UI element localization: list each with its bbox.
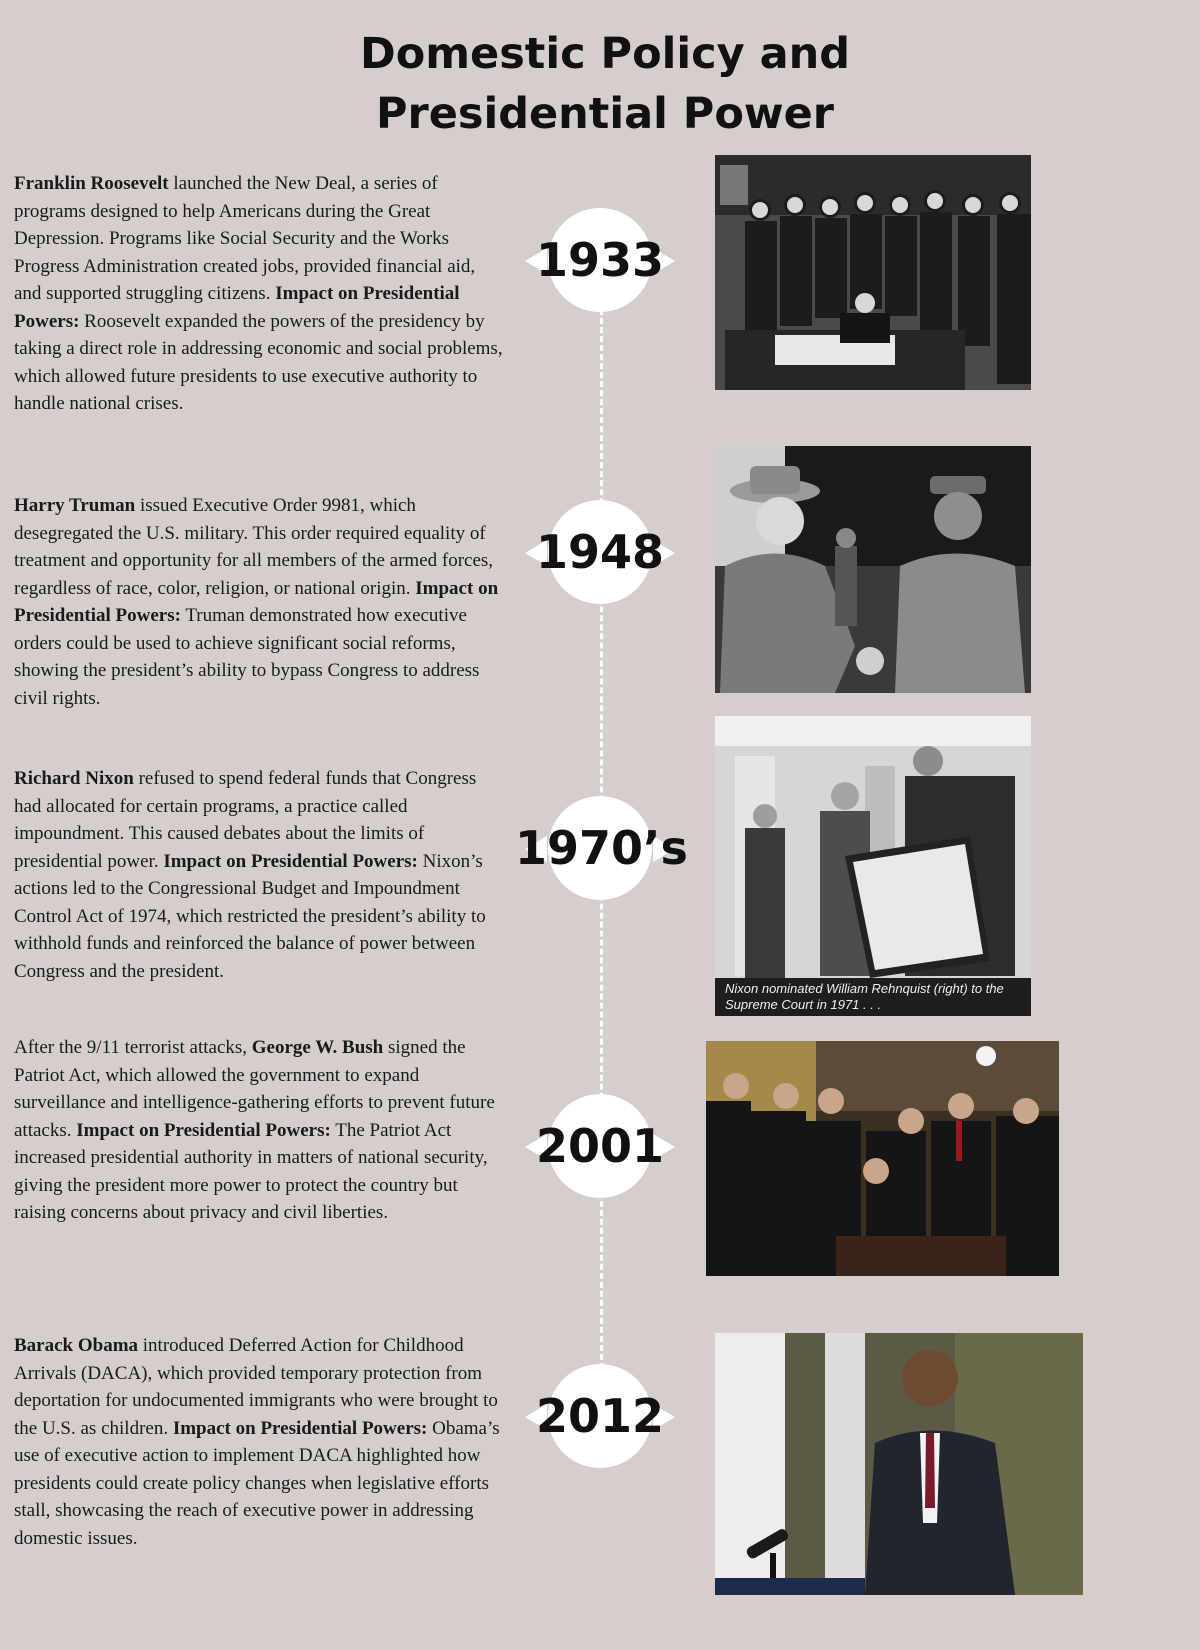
year-label: 1970’s xyxy=(515,821,688,875)
event-text-2001: After the 9/11 terrorist attacks, George W. Bush signed the Patriot Act, which allowed the government to expand surveillance and intelligence-gathering efforts to prevent future attacks. Impact on Presidential Powers: The Patriot Act increased presidential authority in matters of national security, giving the president more power to protect the country but raising concerns about privacy and civil liberties. xyxy=(14,1037,495,1223)
year-label: 1933 xyxy=(535,233,665,287)
year-label: 2012 xyxy=(535,1389,665,1443)
year-label: 1948 xyxy=(535,525,665,579)
photo-caption: Nixon nominated William Rehnquist (right) to the Supreme Court in 1971 . . . xyxy=(715,978,1031,1016)
year-marker-1933 xyxy=(525,208,675,312)
title-line-2: Presidential Power xyxy=(376,89,834,139)
year-marker-2012 xyxy=(525,1364,675,1468)
photo-nixon-rehnquist xyxy=(715,716,1031,1016)
title-line-1: Domestic Policy and xyxy=(360,29,850,79)
photo-roosevelt-signing xyxy=(715,155,1031,390)
event-text-1948: Harry Truman issued Executive Order 9981, which desegregated the U.S. military. This order required equality of treatment and opportunity for all members of the armed forces, regardless of race, color, religion, or national origin. Impact on Presidential Powers: Truman demonstrated how executive orders could be used to achieve significant social reforms, showing the president’s ability to bypass Congress to address civil rights. xyxy=(14,495,499,709)
event-text-1933: Franklin Roosevelt launched the New Deal, a series of programs designed to help Americans during the Great Depression. Programs like Social Security and the Works Progress Administration created jobs, provided financial aid, and supported struggling citizens. Impact on Presidential Powers: Roosevelt expanded the powers of the presidency by taking a direct role in addressing economic and social problems, which allowed future presidents to use executive authority to handle national crises. xyxy=(14,173,503,414)
photo-bush-patriot-act xyxy=(706,1041,1059,1276)
event-text-2012: Barack Obama introduced Deferred Action for Childhood Arrivals (DACA), which provided temporary protection from deportation for undocumented immigrants who were brought to the U.S. as children. Impact on Presidential Powers: Obama’s use of executive action to implement DACA highlighted how presidents could create policy changes when legislative efforts stall, showcasing the reach of executive power in addressing domestic issues. xyxy=(14,1335,500,1549)
year-label: 2001 xyxy=(535,1119,665,1173)
event-text-1970s: Richard Nixon refused to spend federal funds that Congress had allocated for certain programs, a practice called impoundment. This caused debates about the limits of presidential power. Impact on Presidential Powers: Nixon’s actions led to the Congressional Budget and Impoundment Control Act of 1974, which restricted the president’s ability to withhold funds and reinforced the balance of power between Congress and the president. xyxy=(14,768,486,982)
year-marker-2001 xyxy=(525,1094,675,1198)
year-marker-1948 xyxy=(525,500,675,604)
year-marker-1970s xyxy=(515,796,688,900)
photo-obama-daca xyxy=(715,1333,1083,1595)
photo-truman-handshake xyxy=(715,446,1031,693)
page-title xyxy=(0,24,1200,144)
